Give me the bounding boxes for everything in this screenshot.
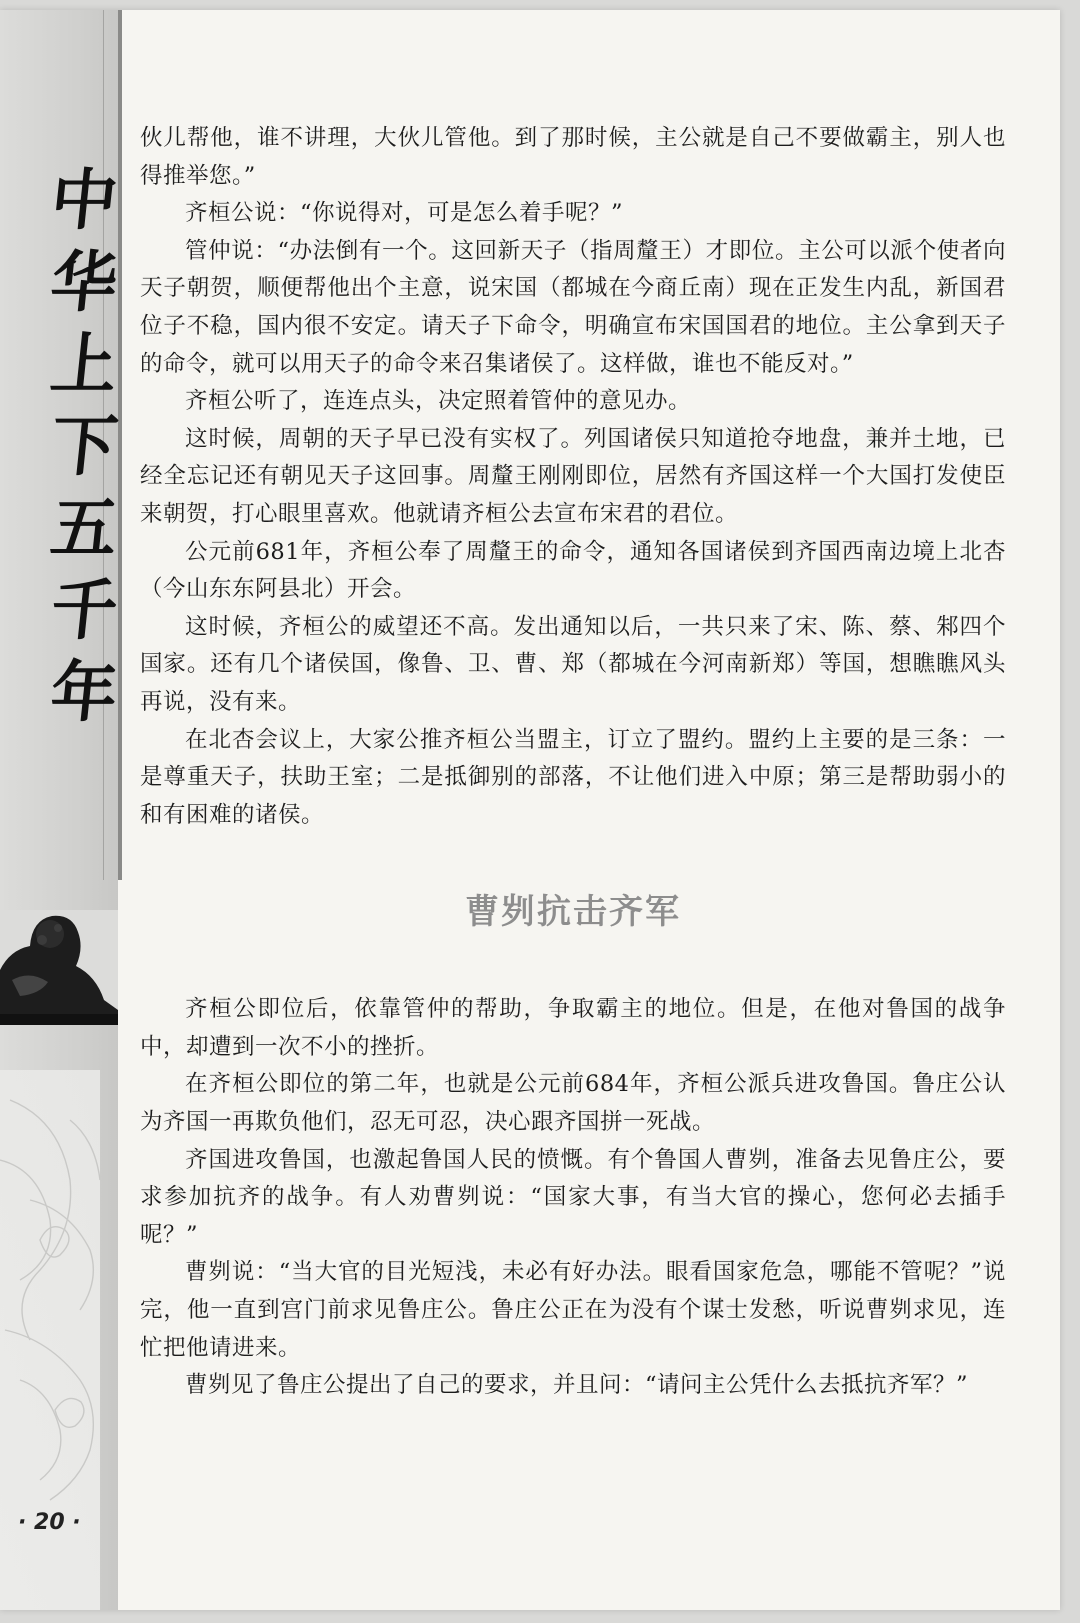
paragraph: 在齐桓公即位的第二年，也就是公元前684年，齐桓公派兵进攻鲁国。鲁庄公认为齐国一再欺负他们，忍无可忍，决心跟齐国拼一死战。 [140, 1071, 1006, 1136]
bleed-through-text [830, 1418, 1050, 1488]
page-number: · 20 · [18, 1510, 81, 1535]
paragraph: 齐桓公说：“你说得对，可是怎么着手呢？” [185, 200, 624, 227]
paragraphs-top [140, 120, 1006, 834]
stone-lion-image [0, 910, 118, 1025]
paragraph: 齐桓公听了，连连点头，决定照着管仲的意见办。 [185, 388, 692, 415]
title-char: 五 [47, 490, 122, 567]
title-char: 华 [47, 244, 122, 321]
paragraph: 这时候，齐桓公的威望还不高。发出通知以后，一共只来了宋、陈、蔡、邾四个国家。还有几个诸侯国，像鲁、卫、曹、郑（都城在今河南新郑）等国，想瞧瞧风头再说，没有来。 [140, 613, 1006, 715]
paragraph: 齐桓公即位后，依靠管仲的帮助，争取霸主的地位。但是，在他对鲁国的战争中，却遭到一次不小的挫折。 [140, 996, 1006, 1060]
paragraph: 管仲说：“办法倒有一个。这回新天子（指周釐王）才即位。主公可以派个使者向天子朝贺，顺便帮他出个主意，说宋国（都城在今商丘南）现在正发生内乱，新国君位子不稳，国内很不安定。请天子下命令，明确宣布宋国国君的地位。主公拿到天子的命令，就可以用天子的命令来召集诸侯了。这样做，谁也不能反对。” [140, 237, 1006, 377]
title-char: 下 [47, 408, 122, 485]
section-heading: 曹刿抗击齐军 [465, 892, 681, 933]
paragraph: 这时候，周朝的天子早已没有实权了。列国诸侯只知道抢夺地盘，兼并土地，已经全忘记还有朝见天子这回事。周釐王刚刚即位，居然有齐国这样一个大国打发使臣来朝贺，打心眼里喜欢。他就请齐桓公去宣布宋君的君位。 [140, 425, 1006, 527]
title-char: 年 [47, 654, 122, 731]
title-char: 中 [47, 162, 122, 239]
main-text [140, 120, 1006, 1405]
title-char: 上 [47, 326, 122, 403]
paragraph: 曹刿见了鲁庄公提出了自己的要求，并且问：“请问主公凭什么去抵抗齐军？” [185, 1372, 969, 1399]
paragraph: 公元前681年，齐桓公奉了周釐王的命令，通知各国诸侯到齐国西南边境上北杏（今山东东阿县北）开会。 [140, 538, 1006, 603]
title-char: 千 [47, 572, 122, 649]
paragraph: 伙儿帮他，谁不讲理，大伙儿管他。到了那时候，主公就是自己不要做霸主，别人也得推举您。” [140, 125, 1006, 189]
paragraph: 齐国进攻鲁国，也激起鲁国人民的愤慨。有个鲁国人曹刿，准备去见鲁庄公，要求参加抗齐的战争。有人劝曹刿说：“国家大事，有当大官的操心，您何必去插手呢？” [140, 1146, 1006, 1248]
paragraphs-bottom [140, 991, 1006, 1405]
book-title-vertical [44, 160, 124, 734]
paragraph: 在北杏会议上，大家公推齐桓公当盟主，订立了盟约。盟约上主要的是三条：一是尊重天子，扶助王室；二是抵御别的部落，不让他们进入中原；第三是帮助弱小的和有困难的诸侯。 [140, 726, 1006, 828]
floral-ornament [0, 1080, 110, 1530]
book-page [0, 10, 1060, 1610]
paragraph: 曹刿说：“当大官的目光短浅，未必有好办法。眼看国家危急，哪能不管呢？”说完，他一直到宫门前求见鲁庄公。鲁庄公正在为没有个谋士发愁，听说曹刿求见，连忙把他请进来。 [140, 1259, 1006, 1361]
